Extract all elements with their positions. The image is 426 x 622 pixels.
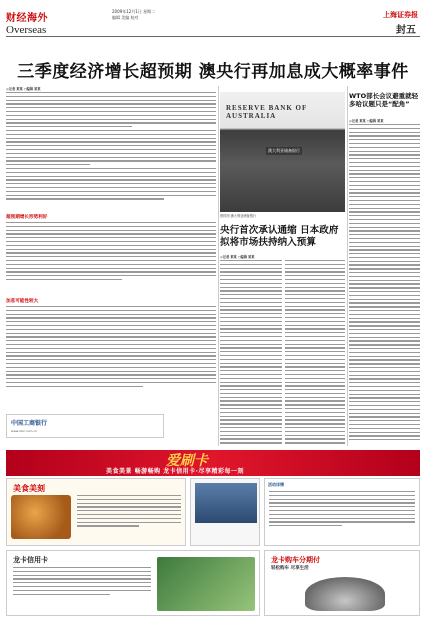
promo-details-ad[interactable] xyxy=(264,478,420,546)
issue-info xyxy=(112,9,155,21)
left-subhead-2: 加息可能性较大 xyxy=(6,299,39,304)
bank-ad-title: 中国工商银行 xyxy=(11,420,48,427)
middle-ad[interactable] xyxy=(190,478,260,546)
text-lines xyxy=(6,92,216,200)
car-ad-subtitle: 轻松购车 尽享生活 xyxy=(271,566,309,571)
card-ad-image xyxy=(157,557,255,611)
car-ad-title: 龙卡购车分期付 xyxy=(271,556,320,564)
right-story-byline: ◎记者 某某 ○编辑 某某 xyxy=(349,119,384,123)
banner-slogan: 美食美景 畅游畅购 龙卡信用卡·尽享精彩每一刻 xyxy=(106,468,244,475)
mid-story-headline: 央行首次承认通缩 日本政府拟将市场扶持纳入预算 xyxy=(220,225,339,248)
card-ad[interactable] xyxy=(6,550,260,616)
food-ad-text xyxy=(77,495,181,529)
issue-date: 2009年12月1日 星期二 xyxy=(112,9,156,14)
news-photo xyxy=(220,92,345,212)
mid-story-byline: ◎记者 某某 ○编辑 某某 xyxy=(220,255,255,259)
food-ad-title: 美食美刻 xyxy=(13,484,45,493)
right-story-headline: WTO部长会议避重就轻 多哈议题只是“配角” xyxy=(349,92,419,108)
page-header xyxy=(0,0,426,56)
mid-story-col-2 xyxy=(285,260,345,446)
left-story-byline: ◎记者 某某 ○编辑 某某 xyxy=(6,87,41,91)
left-subhead-1: 超预期增长形势利好 xyxy=(6,215,48,220)
card-ad-text xyxy=(13,567,151,597)
section-subtitle: Overseas xyxy=(6,24,47,36)
promo-details-head: 活动详情 xyxy=(268,482,284,487)
left-story-body-3 xyxy=(6,306,216,410)
ad-section xyxy=(6,478,420,618)
photo-sign-text: RESERVE BANK OF AUSTRALIA xyxy=(226,104,308,120)
food-ad[interactable] xyxy=(6,478,186,546)
banner-title: 爱刷卡 xyxy=(166,453,208,469)
section-title: 财经海外 xyxy=(6,13,48,24)
car-image xyxy=(305,577,385,611)
card-ad-title: 龙卡信用卡 xyxy=(13,556,48,564)
food-image xyxy=(11,495,71,539)
credit-card-banner[interactable] xyxy=(6,450,420,476)
car-loan-ad[interactable] xyxy=(264,550,420,616)
middle-ad-image xyxy=(195,483,257,523)
column-divider-right xyxy=(347,86,348,446)
bank-ad-url: www.icbc.com.cn xyxy=(11,429,37,433)
right-story-body xyxy=(349,124,420,446)
photo-caption: 资料图 澳大利亚储备银行 xyxy=(220,214,257,218)
promo-details-text xyxy=(265,491,419,526)
page-label: 封五 xyxy=(396,25,416,36)
issue-editors: 编辑 美编 校对 xyxy=(112,15,139,20)
paper-logo: 上海证券报 xyxy=(383,11,418,19)
photo-label: 澳大利亚储备银行 xyxy=(268,148,300,153)
left-story-body xyxy=(6,92,216,210)
mid-story-col-1 xyxy=(220,260,282,446)
header-divider xyxy=(6,36,420,37)
column-divider xyxy=(218,86,219,446)
bank-ad[interactable] xyxy=(6,414,164,438)
main-headline: 三季度经济增长超预期 澳央行再加息成大概率事件 xyxy=(17,62,409,82)
left-story-body-2 xyxy=(6,222,216,296)
